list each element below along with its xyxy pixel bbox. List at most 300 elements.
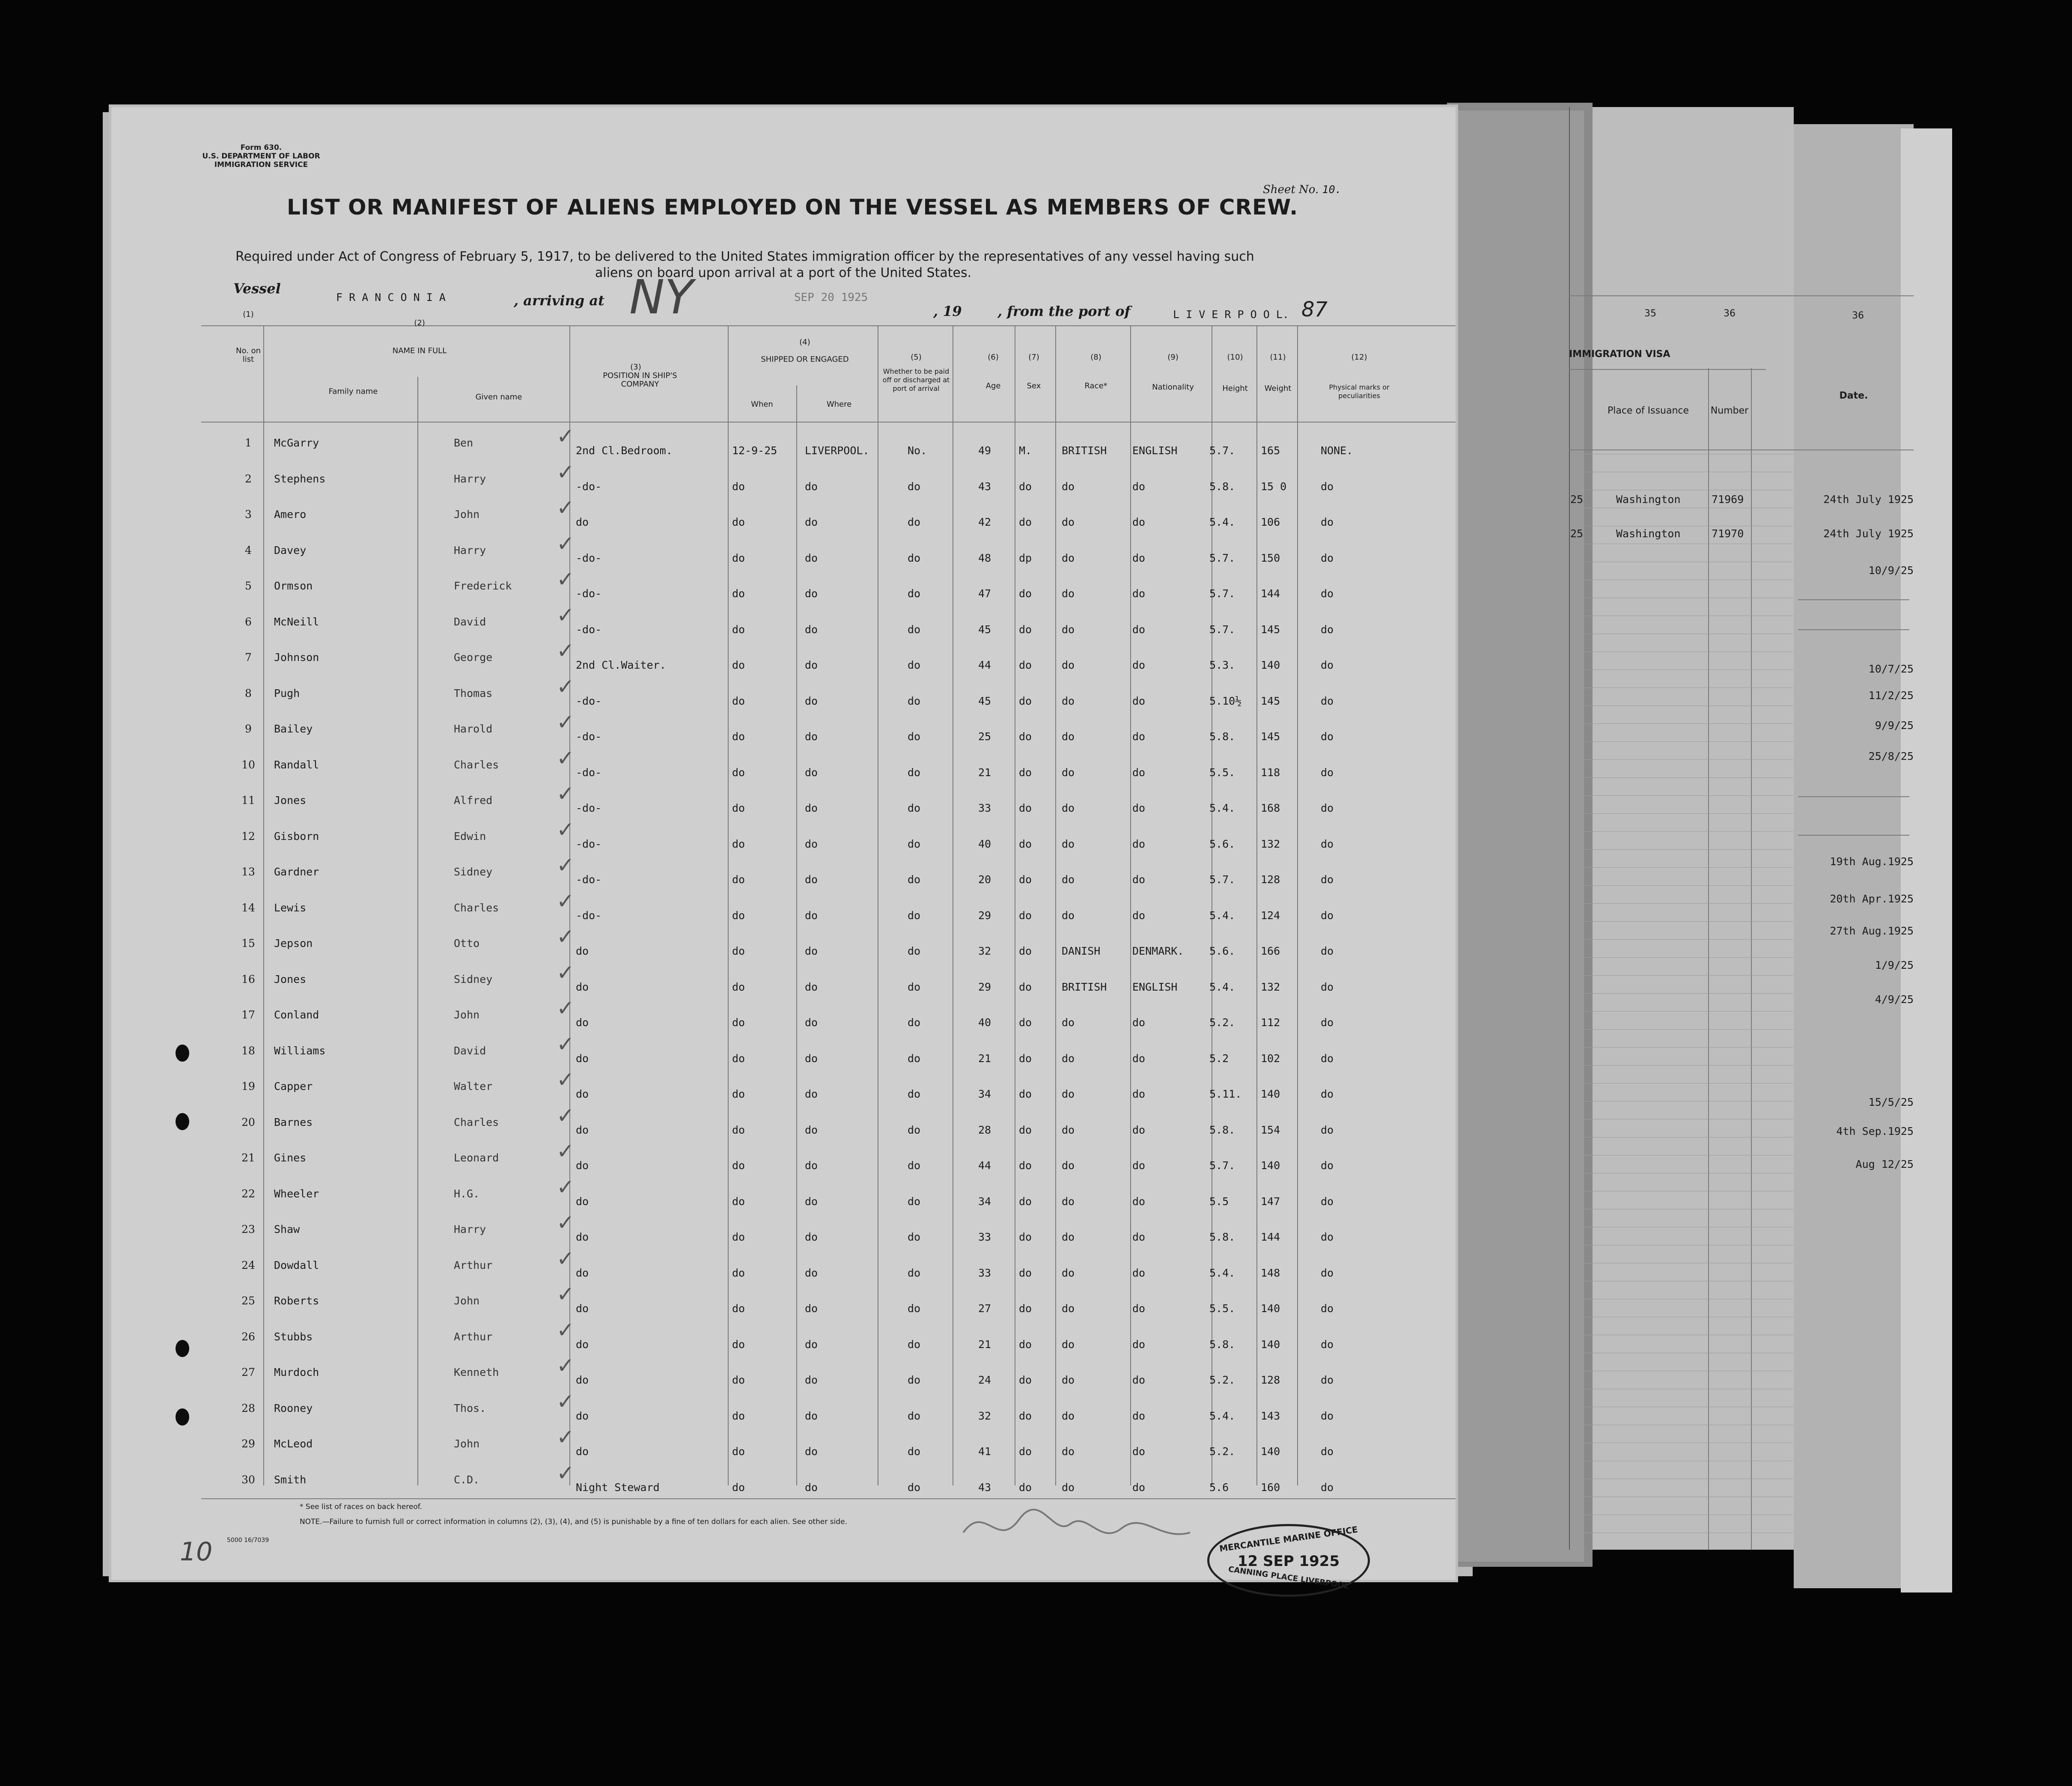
paid-off-cell: do bbox=[908, 909, 921, 922]
nationality-cell: do bbox=[1132, 1195, 1146, 1208]
sheet-number bbox=[1263, 183, 1342, 196]
position-cell: 2nd Cl.Bedroom. bbox=[576, 444, 673, 457]
col11-number: (11) bbox=[1270, 353, 1286, 362]
row-number: 16 bbox=[241, 973, 255, 985]
shipped-where-cell: do bbox=[805, 480, 818, 493]
visa-rule bbox=[1569, 295, 1794, 296]
given-name-cell: Thomas bbox=[454, 687, 493, 700]
position-cell: -do- bbox=[576, 623, 602, 636]
race-cell: do bbox=[1062, 1123, 1075, 1136]
given-name-cell: H.G. bbox=[454, 1187, 480, 1200]
shipped-when-cell: do bbox=[732, 980, 745, 993]
date-cell: 4/9/25 bbox=[1875, 993, 1914, 1006]
height-cell: 5.7. bbox=[1209, 623, 1235, 636]
check-mark-icon: ✓ bbox=[557, 1389, 575, 1414]
date-rule bbox=[1798, 629, 1909, 630]
col-header-when: When bbox=[751, 400, 773, 409]
shipped-where-cell: do bbox=[805, 1123, 818, 1136]
ruled-line bbox=[1570, 921, 1793, 922]
header-bottom-rule bbox=[201, 422, 1456, 423]
row-number: 28 bbox=[241, 1402, 255, 1414]
position-cell: -do- bbox=[576, 480, 602, 493]
height-cell: 5.5. bbox=[1209, 1302, 1235, 1315]
marks-cell: do bbox=[1321, 1338, 1334, 1351]
height-cell: 5.7. bbox=[1209, 551, 1235, 564]
shipped-when-cell: 12-9-25 bbox=[732, 444, 777, 457]
weight-cell: 150 bbox=[1261, 551, 1280, 564]
height-cell: 5.3. bbox=[1209, 659, 1235, 671]
row-number: 29 bbox=[241, 1438, 255, 1450]
age-cell: 33 bbox=[978, 802, 991, 814]
position-cell: 2nd Cl.Waiter. bbox=[576, 659, 666, 671]
ruled-line bbox=[1570, 831, 1793, 832]
family-name-cell: Gines bbox=[274, 1152, 307, 1164]
sex-cell: do bbox=[1019, 1016, 1032, 1029]
stamp-date: 12 SEP 1925 bbox=[1237, 1553, 1340, 1570]
family-name-cell: McLeod bbox=[274, 1438, 313, 1450]
row-number: 5 bbox=[245, 580, 252, 592]
check-mark-icon: ✓ bbox=[557, 817, 575, 842]
shipped-where-cell: do bbox=[805, 1302, 818, 1315]
ruled-line bbox=[1570, 1011, 1793, 1012]
shipped-when-cell: do bbox=[732, 1266, 745, 1279]
given-name-cell: Sidney bbox=[454, 973, 493, 985]
weight-cell: 102 bbox=[1261, 1052, 1280, 1065]
row-number: 20 bbox=[241, 1116, 255, 1128]
shipped-when-cell: do bbox=[732, 659, 745, 671]
paid-off-cell: do bbox=[908, 1016, 921, 1029]
col12-number: (12) bbox=[1351, 353, 1367, 362]
shipped-where-cell: do bbox=[805, 659, 818, 671]
nationality-cell: do bbox=[1132, 551, 1146, 564]
shipped-where-cell: do bbox=[805, 1231, 818, 1243]
vessel-name: F R A N C O N I A bbox=[336, 291, 446, 304]
given-name-cell: Otto bbox=[454, 937, 480, 950]
nationality-cell: do bbox=[1132, 1481, 1146, 1494]
nationality-cell: do bbox=[1132, 837, 1146, 850]
page-mark: 10 bbox=[180, 1537, 213, 1567]
date-cell: 20th Apr.1925 bbox=[1830, 893, 1914, 905]
shipped-when-cell: do bbox=[732, 1338, 745, 1351]
position-cell: do bbox=[576, 1231, 589, 1243]
visa-rule bbox=[1569, 449, 1794, 450]
weight-cell: 145 bbox=[1261, 730, 1280, 743]
weight-cell: 112 bbox=[1261, 1016, 1280, 1029]
sex-cell: M. bbox=[1019, 444, 1032, 457]
marks-cell: do bbox=[1321, 766, 1334, 779]
paid-off-cell: do bbox=[908, 587, 921, 600]
family-name-cell: Roberts bbox=[274, 1295, 319, 1307]
race-cell: do bbox=[1062, 1016, 1075, 1029]
position-cell: do bbox=[576, 1052, 589, 1065]
position-cell: do bbox=[576, 516, 589, 528]
height-cell: 5.7. bbox=[1209, 873, 1235, 886]
race-cell: do bbox=[1062, 694, 1075, 707]
given-name-cell: John bbox=[454, 1438, 480, 1450]
row-number: 1 bbox=[245, 437, 252, 449]
ruled-line bbox=[1570, 1065, 1793, 1066]
height-cell: 5.6 bbox=[1209, 1481, 1229, 1494]
column-rule bbox=[728, 325, 729, 1485]
nationality-cell: do bbox=[1132, 516, 1146, 528]
shipped-where-cell: do bbox=[805, 837, 818, 850]
height-cell: 5.7. bbox=[1209, 587, 1235, 600]
family-name-cell: Wheeler bbox=[274, 1187, 319, 1200]
nationality-cell: ENGLISH bbox=[1132, 444, 1178, 457]
col-header-marks: Physical marks or peculiarities bbox=[1329, 383, 1390, 400]
check-mark-icon: ✓ bbox=[557, 1282, 575, 1307]
age-cell: 44 bbox=[978, 659, 991, 671]
nationality-cell: do bbox=[1132, 1231, 1146, 1243]
col2-number: (2) bbox=[414, 319, 425, 327]
check-mark-icon: ✓ bbox=[557, 1103, 575, 1128]
paid-off-cell: do bbox=[908, 980, 921, 993]
marks-cell: do bbox=[1321, 1052, 1334, 1065]
footnote-races: * See list of races on back hereof. bbox=[300, 1503, 422, 1511]
position-cell: do bbox=[576, 1445, 589, 1458]
paid-off-cell: do bbox=[908, 1195, 921, 1208]
weight-cell: 144 bbox=[1261, 1231, 1280, 1243]
check-mark-icon: ✓ bbox=[557, 602, 575, 628]
family-name-cell: Davey bbox=[274, 544, 307, 557]
age-cell: 24 bbox=[978, 1374, 991, 1386]
date-header: Date. bbox=[1839, 390, 1868, 401]
col-header-where: Where bbox=[826, 400, 852, 409]
height-cell: 5.8. bbox=[1209, 1231, 1235, 1243]
weight-cell: 124 bbox=[1261, 909, 1280, 922]
shipped-when-cell: do bbox=[732, 909, 745, 922]
age-cell: 48 bbox=[978, 551, 991, 564]
weight-cell: 106 bbox=[1261, 516, 1280, 528]
check-mark-icon: ✓ bbox=[557, 1317, 575, 1342]
nationality-cell: do bbox=[1132, 1123, 1146, 1136]
age-cell: 21 bbox=[978, 766, 991, 779]
shipped-when-cell: do bbox=[732, 730, 745, 743]
weight-cell: 147 bbox=[1261, 1195, 1280, 1208]
height-cell: 5.4. bbox=[1209, 802, 1235, 814]
position-cell: do bbox=[576, 1338, 589, 1351]
position-cell: Night Steward bbox=[576, 1481, 660, 1494]
shipped-when-cell: do bbox=[732, 623, 745, 636]
marks-cell: do bbox=[1321, 873, 1334, 886]
stamp-line-3: CANNING PLACE LIVERPOOL bbox=[1227, 1565, 1350, 1591]
shipped-when-cell: do bbox=[732, 1409, 745, 1422]
age-cell: 44 bbox=[978, 1159, 991, 1172]
shipped-when-cell: do bbox=[732, 516, 745, 528]
paid-off-cell: do bbox=[908, 837, 921, 850]
weight-cell: 128 bbox=[1261, 1374, 1280, 1386]
marks-cell: do bbox=[1321, 1123, 1334, 1136]
position-cell: do bbox=[576, 980, 589, 993]
check-mark-icon: ✓ bbox=[557, 1067, 575, 1092]
shipped-where-cell: do bbox=[805, 1088, 818, 1100]
marks-cell: do bbox=[1321, 1159, 1334, 1172]
nationality-cell: DENMARK. bbox=[1132, 945, 1184, 957]
family-name-cell: Smith bbox=[274, 1473, 307, 1486]
age-cell: 45 bbox=[978, 623, 991, 636]
visa-number-cell: 71969 bbox=[1712, 493, 1744, 506]
punch-hole bbox=[176, 1113, 189, 1130]
subtitle-line-1: Required under Act of Congress of February 5, 1917, to be delivered to the United States immigration officer by the representatives of any vessel having such bbox=[235, 249, 1254, 264]
col-header-nationality: Nationality bbox=[1152, 383, 1194, 392]
marks-cell: do bbox=[1321, 516, 1334, 528]
row-number: 11 bbox=[241, 794, 255, 807]
shipped-when-cell: do bbox=[732, 802, 745, 814]
given-name-cell: Thos. bbox=[454, 1402, 486, 1414]
height-cell: 5.5. bbox=[1209, 766, 1235, 779]
check-mark-icon: ✓ bbox=[557, 745, 575, 771]
weight-cell: 144 bbox=[1261, 587, 1280, 600]
given-name-cell: Alfred bbox=[454, 794, 493, 807]
age-cell: 43 bbox=[978, 480, 991, 493]
sex-cell: do bbox=[1019, 873, 1032, 886]
check-mark-icon: ✓ bbox=[557, 710, 575, 735]
given-name-cell: Arthur bbox=[454, 1330, 493, 1343]
visa-rule bbox=[1569, 369, 1766, 370]
given-name-cell: Sidney bbox=[454, 866, 493, 878]
weight-cell: 148 bbox=[1261, 1266, 1280, 1279]
sex-cell: do bbox=[1019, 1302, 1032, 1315]
date-cell: 4th Sep.1925 bbox=[1836, 1125, 1914, 1137]
position-cell: -do- bbox=[576, 873, 602, 886]
shipped-when-cell: do bbox=[732, 1052, 745, 1065]
given-name-cell: Leonard bbox=[454, 1152, 499, 1164]
shipped-when-cell: do bbox=[732, 1231, 745, 1243]
row-number: 7 bbox=[245, 651, 252, 664]
col-header-shipped: SHIPPED OR ENGAGED bbox=[761, 355, 849, 364]
check-mark-icon: ✓ bbox=[557, 459, 575, 485]
visa-column-rule bbox=[1708, 368, 1709, 1550]
shipped-when-cell: do bbox=[732, 480, 745, 493]
col-header-family: Family name bbox=[328, 387, 378, 396]
visa-page bbox=[1567, 107, 1794, 1550]
visa-number-cell: 71970 bbox=[1712, 527, 1744, 540]
ruled-line bbox=[1570, 939, 1793, 940]
given-name-cell: Harold bbox=[454, 723, 493, 735]
row-number: 25 bbox=[241, 1295, 255, 1307]
family-name-cell: Capper bbox=[274, 1080, 313, 1092]
sex-cell: do bbox=[1019, 802, 1032, 814]
document-title: LIST OR MANIFEST OF ALIENS EMPLOYED ON THE VESSEL AS MEMBERS OF CREW. bbox=[287, 195, 1298, 220]
height-cell: 5.8. bbox=[1209, 480, 1235, 493]
given-name-cell: John bbox=[454, 508, 480, 521]
given-name-cell: George bbox=[454, 651, 493, 664]
check-mark-icon: ✓ bbox=[557, 960, 575, 985]
family-name-cell: Stephens bbox=[274, 472, 326, 485]
age-cell: 41 bbox=[978, 1445, 991, 1458]
check-mark-icon: ✓ bbox=[557, 1031, 575, 1057]
height-cell: 5.8. bbox=[1209, 730, 1235, 743]
given-name-cell: David bbox=[454, 615, 486, 628]
paid-off-cell: do bbox=[908, 480, 921, 493]
row-number: 19 bbox=[241, 1080, 255, 1092]
sex-cell: do bbox=[1019, 587, 1032, 600]
table-bottom-rule bbox=[201, 1498, 1456, 1499]
visa-prefix-cell: 25 bbox=[1570, 493, 1584, 506]
height-cell: 5.2 bbox=[1209, 1052, 1229, 1065]
footnote-penalty: NOTE.—Failure to furnish full or correct information in columns (2), (3), (4), and (5) is punishable by a fine of ten dollars for each alien. See other side. bbox=[300, 1518, 847, 1526]
shipped-when-cell: do bbox=[732, 694, 745, 707]
ruled-line bbox=[1570, 759, 1793, 760]
position-cell: do bbox=[576, 1159, 589, 1172]
shipped-where-cell: do bbox=[805, 1159, 818, 1172]
check-mark-icon: ✓ bbox=[557, 781, 575, 806]
nationality-cell: ENGLISH bbox=[1132, 980, 1178, 993]
position-cell: -do- bbox=[576, 694, 602, 707]
weight-cell: 128 bbox=[1261, 873, 1280, 886]
height-cell: 5.7. bbox=[1209, 444, 1235, 457]
ruled-line bbox=[1570, 885, 1793, 886]
row-number: 10 bbox=[241, 758, 255, 771]
department-name: U.S. DEPARTMENT OF LABOR bbox=[202, 152, 320, 161]
nationality-cell: do bbox=[1132, 1374, 1146, 1386]
given-name-cell: C.D. bbox=[454, 1473, 480, 1486]
height-cell: 5.2. bbox=[1209, 1016, 1235, 1029]
shipped-where-cell: do bbox=[805, 873, 818, 886]
family-name-cell: Jones bbox=[274, 973, 307, 985]
paid-off-cell: do bbox=[908, 1266, 921, 1279]
sex-cell: do bbox=[1019, 623, 1032, 636]
shipped-where-cell: do bbox=[805, 730, 818, 743]
shipped-when-cell: do bbox=[732, 1445, 745, 1458]
weight-cell: 132 bbox=[1261, 980, 1280, 993]
form-identifier bbox=[201, 143, 321, 169]
given-name-cell: Charles bbox=[454, 901, 499, 914]
family-name-cell: Williams bbox=[274, 1044, 326, 1057]
date-rule bbox=[1794, 449, 1914, 450]
check-mark-icon: ✓ bbox=[557, 996, 575, 1021]
age-cell: 40 bbox=[978, 1016, 991, 1029]
age-cell: 43 bbox=[978, 1481, 991, 1494]
from-port: L I V E R P O O L. bbox=[1173, 308, 1289, 321]
race-cell: BRITISH bbox=[1062, 980, 1107, 993]
family-name-cell: Gardner bbox=[274, 866, 319, 878]
shipped-where-cell: do bbox=[805, 1052, 818, 1065]
family-name-cell: McNeill bbox=[274, 615, 319, 628]
race-cell: do bbox=[1062, 551, 1075, 564]
shipped-where-cell: do bbox=[805, 909, 818, 922]
height-cell: 5.8. bbox=[1209, 1123, 1235, 1136]
column-rule bbox=[1297, 325, 1298, 1485]
weight-cell: 160 bbox=[1261, 1481, 1280, 1494]
col-header-no: No. on list bbox=[235, 346, 261, 364]
weight-cell: 166 bbox=[1261, 945, 1280, 957]
age-cell: 34 bbox=[978, 1195, 991, 1208]
ruled-line bbox=[1570, 1083, 1793, 1084]
paid-off-cell: do bbox=[908, 1374, 921, 1386]
ruled-line bbox=[1570, 795, 1793, 796]
weight-cell: 118 bbox=[1261, 766, 1280, 779]
position-cell: do bbox=[576, 1374, 589, 1386]
date-cell: Aug 12/25 bbox=[1855, 1158, 1914, 1170]
row-number: 23 bbox=[241, 1223, 255, 1235]
race-cell: do bbox=[1062, 730, 1075, 743]
nationality-cell: do bbox=[1132, 1016, 1146, 1029]
family-name-cell: Bailey bbox=[274, 723, 313, 735]
age-cell: 40 bbox=[978, 837, 991, 850]
race-cell: do bbox=[1062, 837, 1075, 850]
sex-cell: do bbox=[1019, 837, 1032, 850]
ruled-line bbox=[1570, 957, 1793, 958]
family-name-cell: Barnes bbox=[274, 1116, 313, 1128]
nationality-cell: do bbox=[1132, 1159, 1146, 1172]
weight-cell: 154 bbox=[1261, 1123, 1280, 1136]
race-cell: do bbox=[1062, 587, 1075, 600]
paid-off-cell: do bbox=[908, 623, 921, 636]
shipped-where-cell: do bbox=[805, 551, 818, 564]
family-name-cell: Shaw bbox=[274, 1223, 300, 1235]
position-cell: do bbox=[576, 1195, 589, 1208]
visa-place-cell: Washington bbox=[1616, 527, 1681, 540]
shipped-when-cell: do bbox=[732, 837, 745, 850]
nationality-cell: do bbox=[1132, 659, 1146, 671]
ruled-line bbox=[1570, 975, 1793, 976]
date-cell: 24th July 1925 bbox=[1823, 527, 1914, 540]
row-number: 26 bbox=[241, 1330, 255, 1343]
age-cell: 49 bbox=[978, 444, 991, 457]
race-cell: do bbox=[1062, 909, 1075, 922]
nationality-cell: do bbox=[1132, 1302, 1146, 1315]
shipped-where-cell: do bbox=[805, 945, 818, 957]
position-cell: -do- bbox=[576, 551, 602, 564]
paid-off-cell: do bbox=[908, 659, 921, 671]
marks-cell: do bbox=[1321, 1266, 1334, 1279]
given-name-cell: Ben bbox=[454, 437, 473, 449]
race-cell: do bbox=[1062, 1088, 1075, 1100]
row-number: 15 bbox=[241, 937, 255, 950]
position-cell: do bbox=[576, 1088, 589, 1100]
shipped-where-cell: do bbox=[805, 1338, 818, 1351]
col6-number: (6) bbox=[988, 353, 999, 362]
height-cell: 5.8. bbox=[1209, 1338, 1235, 1351]
row-number: 4 bbox=[245, 544, 252, 557]
sex-cell: do bbox=[1019, 1159, 1032, 1172]
visa-left-edge bbox=[1569, 107, 1570, 1550]
age-cell: 21 bbox=[978, 1052, 991, 1065]
position-cell: do bbox=[576, 1123, 589, 1136]
weight-cell: 140 bbox=[1261, 1445, 1280, 1458]
shipped-where-cell: do bbox=[805, 1445, 818, 1458]
position-cell: do bbox=[576, 1266, 589, 1279]
age-cell: 27 bbox=[978, 1302, 991, 1315]
check-mark-icon: ✓ bbox=[557, 853, 575, 878]
col-header-position: POSITION IN SHIP'S COMPANY bbox=[603, 371, 677, 389]
date-cell: 27th Aug.1925 bbox=[1830, 925, 1914, 937]
ruled-line bbox=[1570, 1029, 1793, 1030]
signature-icon bbox=[959, 1494, 1199, 1558]
paid-off-cell: do bbox=[908, 1481, 921, 1494]
col-header-height: Height bbox=[1222, 384, 1248, 393]
race-cell: do bbox=[1062, 480, 1075, 493]
sex-cell: do bbox=[1019, 730, 1032, 743]
weight-cell: 143 bbox=[1261, 1409, 1280, 1422]
shipped-when-cell: do bbox=[732, 587, 745, 600]
shipped-where-cell: do bbox=[805, 1374, 818, 1386]
nationality-cell: do bbox=[1132, 623, 1146, 636]
race-cell: do bbox=[1062, 1338, 1075, 1351]
race-cell: do bbox=[1062, 659, 1075, 671]
check-mark-icon: ✓ bbox=[557, 1425, 575, 1450]
column-rule bbox=[1130, 325, 1131, 1485]
nationality-cell: do bbox=[1132, 730, 1146, 743]
row-number: 6 bbox=[245, 615, 252, 628]
shipped-when-cell: do bbox=[732, 945, 745, 957]
given-name-cell: Harry bbox=[454, 472, 486, 485]
shipped-when-cell: do bbox=[732, 551, 745, 564]
race-cell: do bbox=[1062, 1052, 1075, 1065]
race-cell: do bbox=[1062, 516, 1075, 528]
nationality-cell: do bbox=[1132, 1409, 1146, 1422]
